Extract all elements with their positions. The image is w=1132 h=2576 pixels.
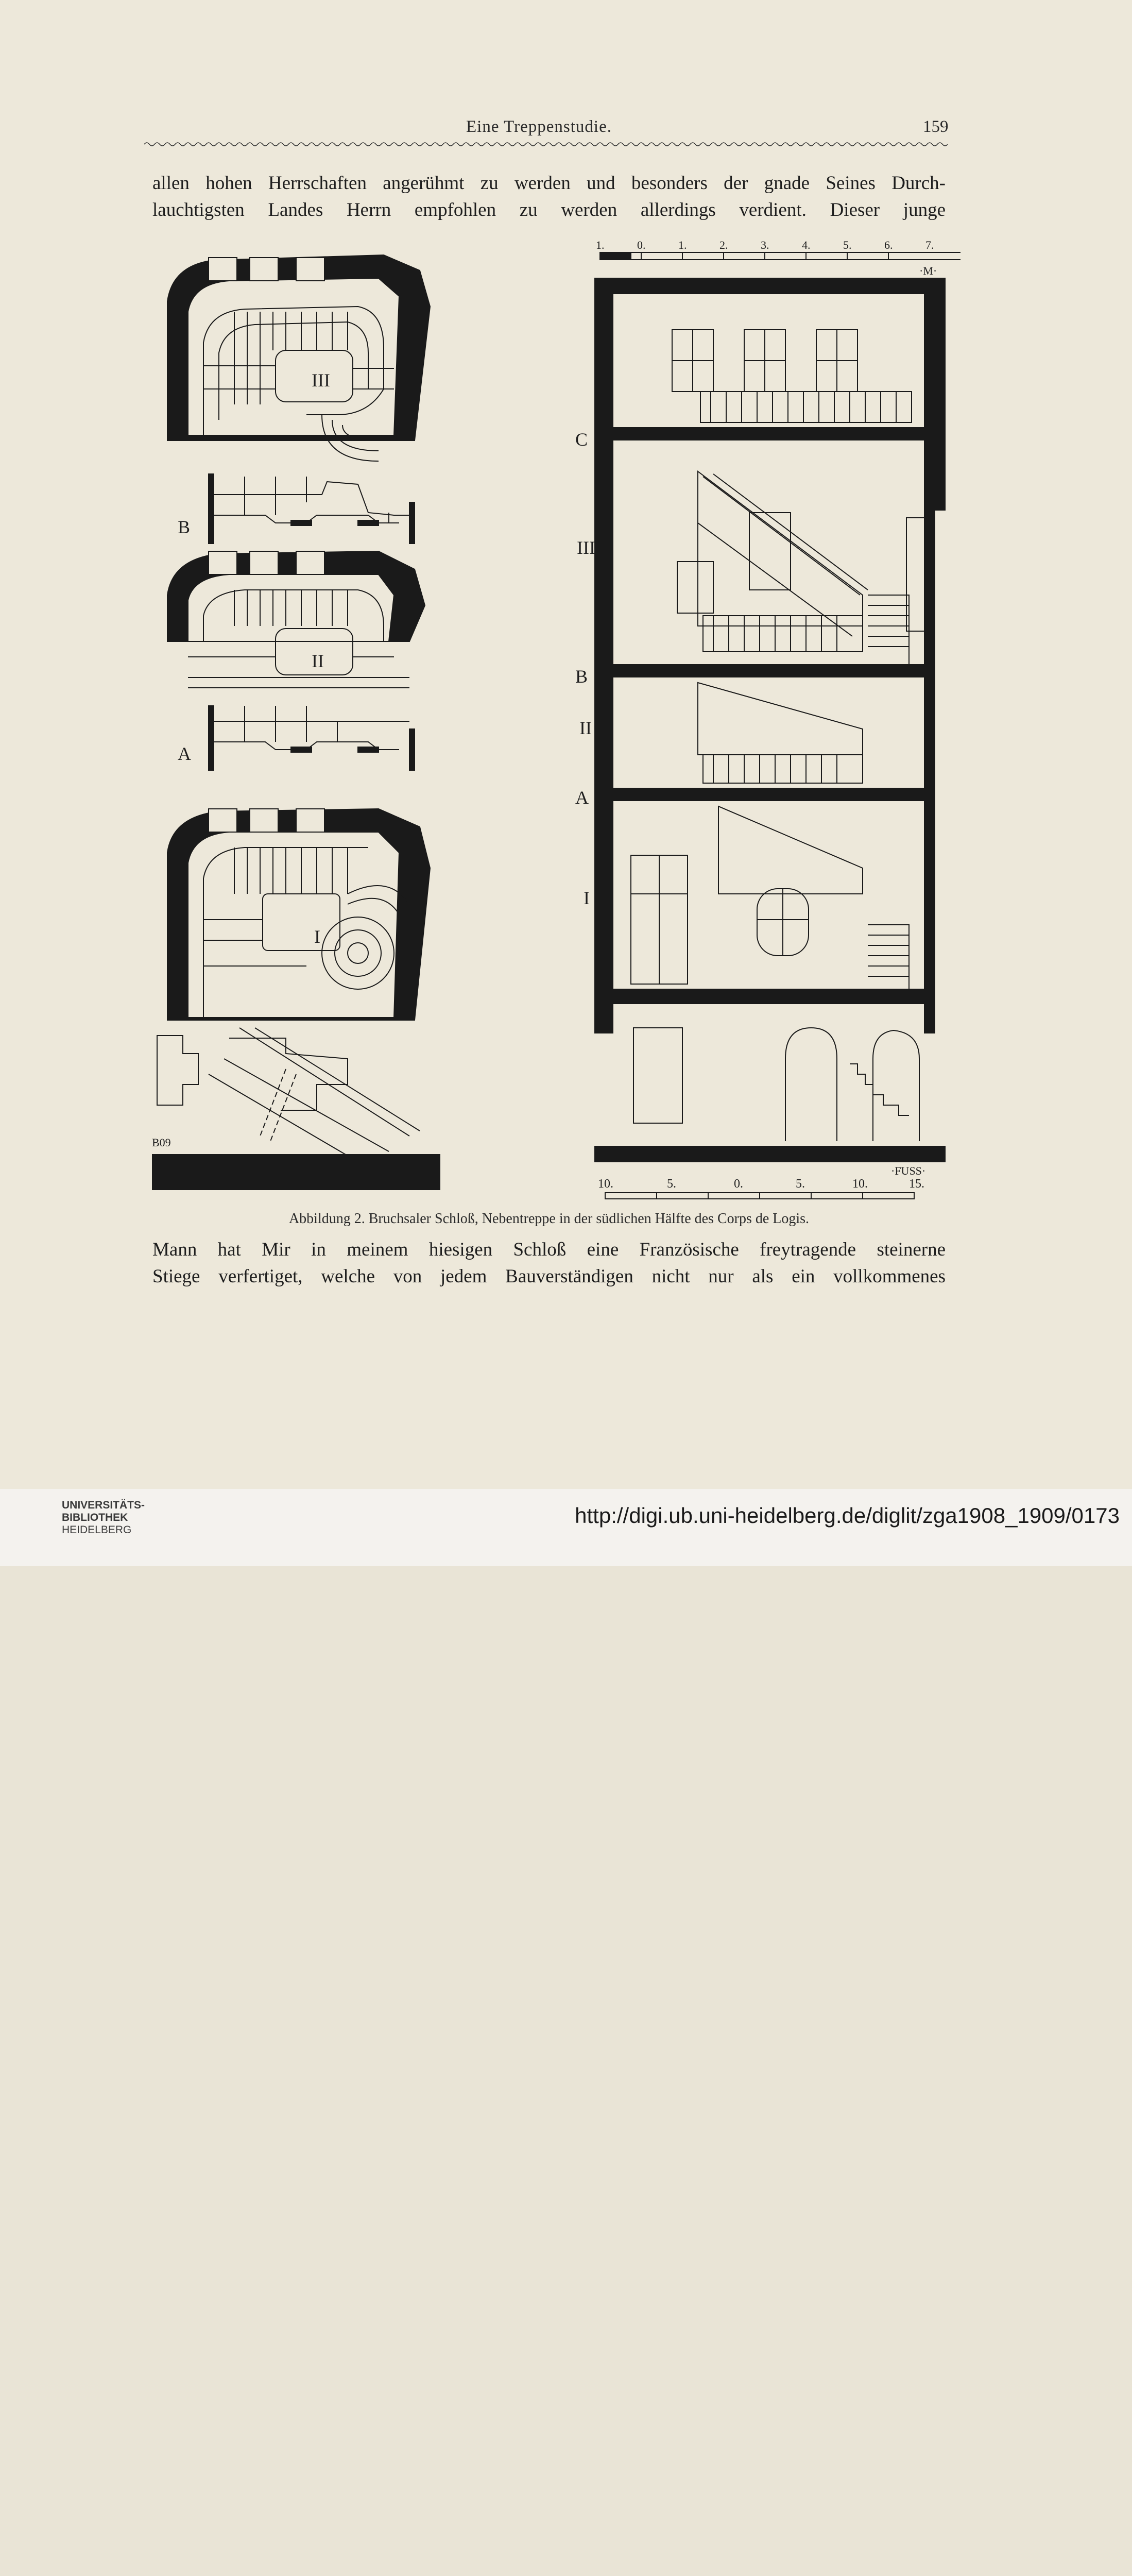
architectural-figure bbox=[152, 234, 961, 1206]
page-number: 159 bbox=[923, 117, 949, 136]
scale-tick: 1. bbox=[596, 239, 605, 251]
library-name-line: BIBLIOTHEK bbox=[62, 1512, 128, 1523]
scale-tick: 5. bbox=[843, 239, 852, 251]
plan-iii bbox=[167, 255, 430, 461]
scale-tick: 0. bbox=[734, 1177, 743, 1191]
scale-unit: ·FUSS· bbox=[891, 1164, 926, 1177]
section-b bbox=[209, 474, 415, 544]
scale-tick: 10. bbox=[598, 1177, 613, 1191]
scale-bottom-labels bbox=[598, 1164, 925, 1191]
base-plan-wall bbox=[152, 1154, 440, 1190]
text-line: lauchtigsten Landes Herrn empfohlen zu werden allerdings verdient. Dieser junge bbox=[152, 199, 946, 221]
detail-section bbox=[157, 1028, 420, 1162]
plan-label: I bbox=[314, 926, 320, 947]
section-label: B bbox=[575, 666, 588, 687]
scale-tick: 4. bbox=[802, 239, 811, 251]
scale-tick: 10. bbox=[852, 1177, 868, 1191]
monogram: B09 bbox=[152, 1136, 171, 1149]
elevation bbox=[595, 278, 945, 1162]
footer-bar bbox=[0, 1489, 1132, 1566]
plan-label: II bbox=[312, 651, 324, 671]
text-line: allen hohen Herrschaften angerühmt zu werden und besonders der gnade Seines Durch- bbox=[152, 173, 946, 194]
scale-tick: 3. bbox=[761, 239, 769, 251]
section-a bbox=[209, 706, 415, 770]
paragraph-bottom bbox=[152, 1236, 946, 1290]
scale-tick: 6. bbox=[884, 239, 893, 251]
scale-tick: 0. bbox=[637, 239, 646, 251]
plan-label: III bbox=[312, 370, 330, 391]
section-label: A bbox=[575, 787, 589, 808]
section-label: I bbox=[584, 888, 590, 908]
scale-top bbox=[600, 252, 961, 260]
text-line: Stiege verfertiget, welche von jedem Bauverständigen nicht nur als ein vollkommenes bbox=[152, 1266, 946, 1287]
scale-tick: 5. bbox=[667, 1177, 676, 1191]
scale-tick: 2. bbox=[719, 239, 728, 251]
section-label: C bbox=[575, 429, 588, 450]
scale-tick: 1. bbox=[678, 239, 687, 251]
header-rule bbox=[144, 140, 948, 148]
running-header-title: Eine Treppenstudie. bbox=[466, 117, 612, 136]
text-line: Mann hat Mir in meinem hiesigen Schloß eine Französische freytragende steinerne bbox=[152, 1239, 946, 1260]
scale-tick: 7. bbox=[925, 239, 934, 251]
source-url-link[interactable]: http://digi.ub.uni-heidelberg.de/diglit/zga1908_1909/0173 bbox=[575, 1503, 1120, 1528]
plan-label: B bbox=[178, 517, 191, 537]
scale-top-labels bbox=[596, 239, 937, 277]
library-name-line: HEIDELBERG bbox=[62, 1524, 132, 1536]
section-labels bbox=[575, 429, 595, 908]
paragraph-top bbox=[152, 170, 946, 224]
plan-i bbox=[167, 809, 430, 1020]
scale-unit: ·M· bbox=[919, 264, 937, 277]
section-label: III bbox=[577, 537, 595, 558]
scale-tick: 15. bbox=[909, 1177, 924, 1191]
scale-bottom bbox=[605, 1193, 914, 1199]
figure-caption: Abbildung 2. Bruchsaler Schloß, Nebentreppe in der südlichen Hälfte des Corps de Logis. bbox=[288, 1211, 810, 1227]
scale-tick: 5. bbox=[796, 1177, 805, 1191]
library-name-line: UNIVERSITÄTS- bbox=[62, 1499, 145, 1511]
plan-ii bbox=[167, 551, 425, 688]
section-label: II bbox=[579, 718, 592, 738]
plan-label: A bbox=[178, 743, 191, 764]
